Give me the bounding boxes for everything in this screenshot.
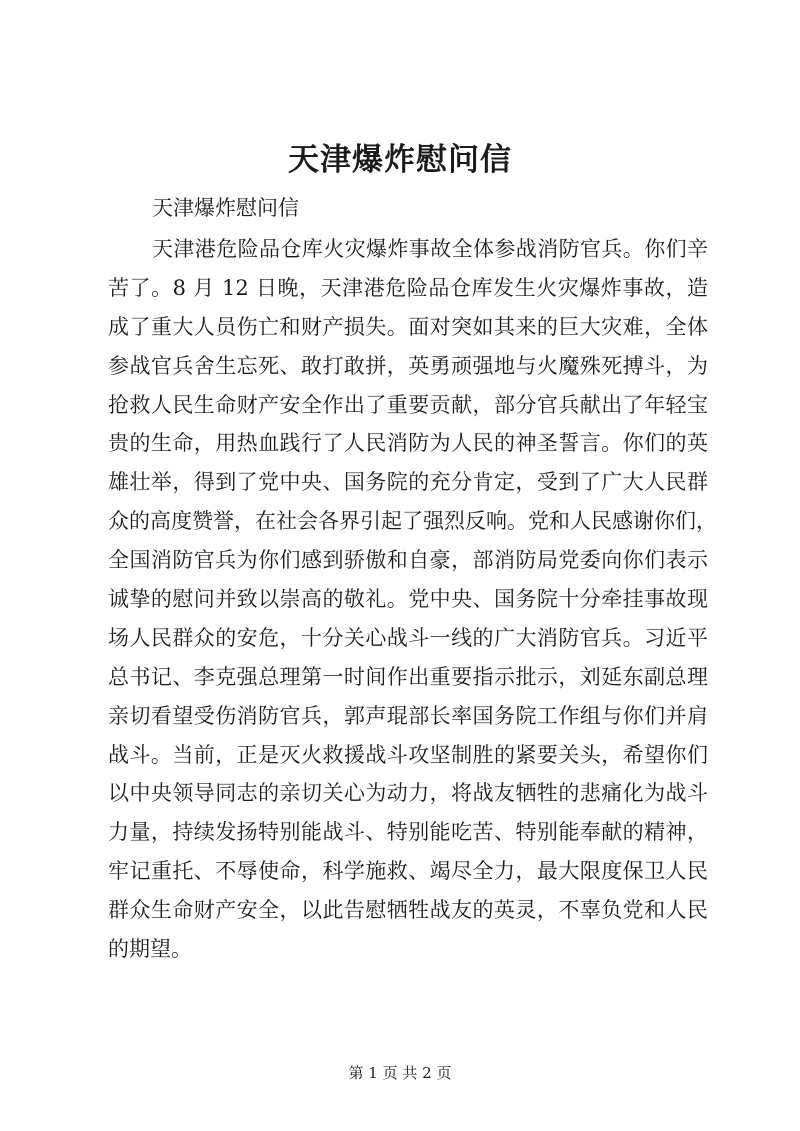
- body-line: 众的高度赞誉，在社会各界引起了强烈反响。党和人民感谢你们，: [108, 509, 717, 534]
- body-line: 总书记、李克强总理第一时间作出重要指示批示，刘延东副总理: [108, 664, 708, 689]
- body-paragraph: [108, 230, 717, 969]
- body-line: 抢救人民生命财产安全作出了重要贡献，部分官兵献出了年轻宝: [108, 392, 708, 417]
- body-line: 的期望。: [108, 937, 192, 962]
- body-line: 成了重大人员伤亡和财产损失。面对突如其来的巨大灾难，全体: [108, 314, 708, 339]
- body-line: 参战官兵舍生忘死、敢打敢拼，英勇顽强地与火魔殊死搏斗，为: [108, 353, 708, 378]
- body-line: 战斗。当前，正是灭火救援战斗攻坚制胜的紧要关头，希望你们: [108, 742, 708, 767]
- document-title: 天津爆炸慰问信: [288, 142, 512, 178]
- body-line: 苦了。8 月 12 日晚，天津港危险品仓库发生火灾爆炸事故，造: [108, 275, 708, 300]
- body-line: 雄壮举，得到了党中央、国务院的充分肯定，受到了广大人民群: [108, 470, 708, 495]
- document-subtitle: 天津爆炸慰问信: [152, 196, 299, 220]
- body-line: 全国消防官兵为你们感到骄傲和自豪，部消防局党委向你们表示: [108, 548, 708, 573]
- body-line: 天津港危险品仓库火灾爆炸事故全体参战消防官兵。你们辛: [152, 237, 708, 261]
- body-line: 贵的生命，用热血践行了人民消防为人民的神圣誓言。你们的英: [108, 431, 708, 456]
- body-line: 以中央领导同志的亲切关心为动力，将战友牺牲的悲痛化为战斗: [108, 781, 708, 806]
- body-line: 诚挚的慰问并致以崇高的敬礼。党中央、国务院十分牵挂事故现: [108, 587, 708, 612]
- body-line: 力量，持续发扬特别能战斗、特别能吃苦、特别能奉献的精神，: [108, 820, 708, 845]
- body-line: 亲切看望受伤消防官兵，郭声琨部长率国务院工作组与你们并肩: [108, 703, 708, 728]
- body-line: 场人民群众的安危，十分关心战斗一线的广大消防官兵。习近平: [108, 625, 708, 650]
- body-line: 群众生命财产安全，以此告慰牺牲战友的英灵，不辜负党和人民: [108, 898, 708, 923]
- page-footer: 第 1 页 共 2 页: [348, 1064, 452, 1082]
- body-line: 牢记重托、不辱使命，科学施救、竭尽全力，最大限度保卫人民: [108, 859, 708, 884]
